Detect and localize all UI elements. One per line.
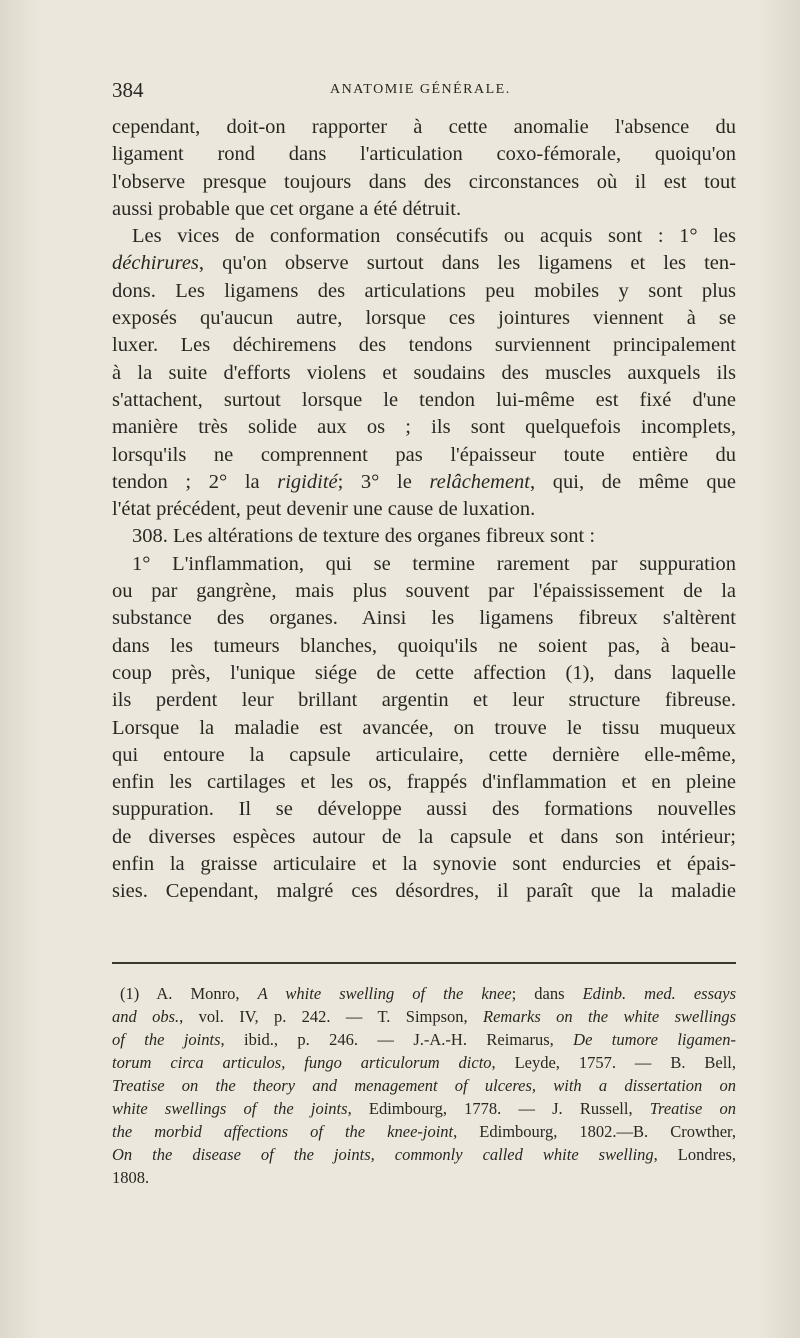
text-line: sies. Cependant, malgré ces désordres, il paraît que la maladie (112, 880, 736, 903)
text-line: substance des organes. Ainsi les ligamens fibreux s'altèrent (112, 607, 736, 630)
text-line: cependant, doit-on rapporter à cette anomalie l'absence du (112, 116, 736, 138)
text-line: déchirures, qu'on observe surtout dans les ligamens et les ten- (112, 252, 736, 275)
text-line: qui entoure la capsule articulaire, cette dernière elle-même, (112, 743, 736, 766)
running-title: ANATOMIE GÉNÉRALE. (330, 82, 511, 97)
text-line: aussi probable que cet organe a été détruit. (112, 197, 462, 220)
text-line: ils perdent leur brillant argentin et leur structure fibreuse. (112, 689, 736, 712)
footnote (112, 982, 736, 1189)
text-line: de diverses espèces autour de la capsule et dans son intérieur; (112, 825, 736, 848)
footnote-line: of the joints, ibid., p. 246. — J.-A.-H. Reimarus, De tumore ligamen- (112, 1030, 737, 1049)
footnote-line: 1808. (112, 1168, 150, 1187)
main-text (112, 114, 736, 906)
text-line: Lorsque la maladie est avancée, on trouve le tissu muqueux (112, 716, 736, 739)
text-line: à la suite d'efforts violens et soudains des muscles auxquels ils (112, 361, 736, 384)
text-line: lorsqu'ils ne comprennent pas l'épaisseur toute entière du (112, 443, 736, 466)
text-line: 1° L'inflammation, qui se termine rarement par suppuration (132, 552, 736, 575)
text-line: ou par gangrène, mais plus souvent par l'épaississement de la (112, 580, 736, 603)
footnote-line: the morbid affections of the knee-joint, Edimbourg, 1802.—B. Crowther, (112, 1122, 736, 1141)
text-line: dans les tumeurs blanches, quoiqu'ils ne soient pas, à beau- (112, 634, 736, 657)
text-line: 308. Les altérations de texture des organes fibreux sont : (132, 525, 596, 548)
text-line: tendon ; 2° la rigidité; 3° le relâchement, qui, de même que (112, 470, 736, 493)
footnote-line: (1) A. Monro, A white swelling of the knee; dans Edinb. med. essays (120, 984, 736, 1003)
footnote-rule (112, 962, 736, 964)
footnote-line: white swellings of the joints, Edimbourg, 1778. — J. Russell, Treatise on (112, 1099, 736, 1118)
footnote-line: Treatise on the theory and menagement of ulceres, with a dissertation on (112, 1076, 736, 1095)
text-line: enfin les cartilages et les os, frappés d'inflammation et en pleine (112, 771, 736, 794)
footnote-line: and obs., vol. IV, p. 242. — T. Simpson, Remarks on the white swellings (112, 1007, 736, 1026)
text-line: l'observe presque toujours dans des circonstances où il est tout (112, 170, 736, 193)
text-line: Les vices de conformation consécutifs ou acquis sont : 1° les (132, 225, 736, 248)
text-line: l'état précédent, peut devenir une cause de luxation. (112, 498, 536, 521)
text-line: s'attachent, surtout lorsque le tendon lui-même est fixé d'une (112, 388, 736, 411)
page-header (112, 78, 732, 108)
text-line: coup près, l'unique siége de cette affection (1), dans laquelle (112, 661, 736, 684)
footnote-line: torum circa articulos, fungo articulorum dicto, Leyde, 1757. — B. Bell, (112, 1053, 736, 1072)
page-number: 384 (112, 78, 144, 102)
text-line: dons. Les ligamens des articulations peu mobiles y sont plus (112, 279, 736, 302)
text-line: luxer. Les déchiremens des tendons surviennent principalement (112, 334, 736, 357)
text-line: suppuration. Il se développe aussi des formations nouvelles (112, 798, 736, 821)
text-line: exposés qu'aucun autre, lorsque ces jointures viennent à se (112, 307, 736, 330)
text-line: ligament rond dans l'articulation coxo-fémorale, quoiqu'on (112, 143, 736, 166)
text-line: manière très solide aux os ; ils sont quelquefois incomplets, (112, 416, 736, 439)
footnote-line: On the disease of the joints, commonly called white swelling, Londres, (112, 1145, 736, 1164)
text-line: enfin la graisse articulaire et la synovie sont endurcies et épais- (112, 853, 736, 876)
